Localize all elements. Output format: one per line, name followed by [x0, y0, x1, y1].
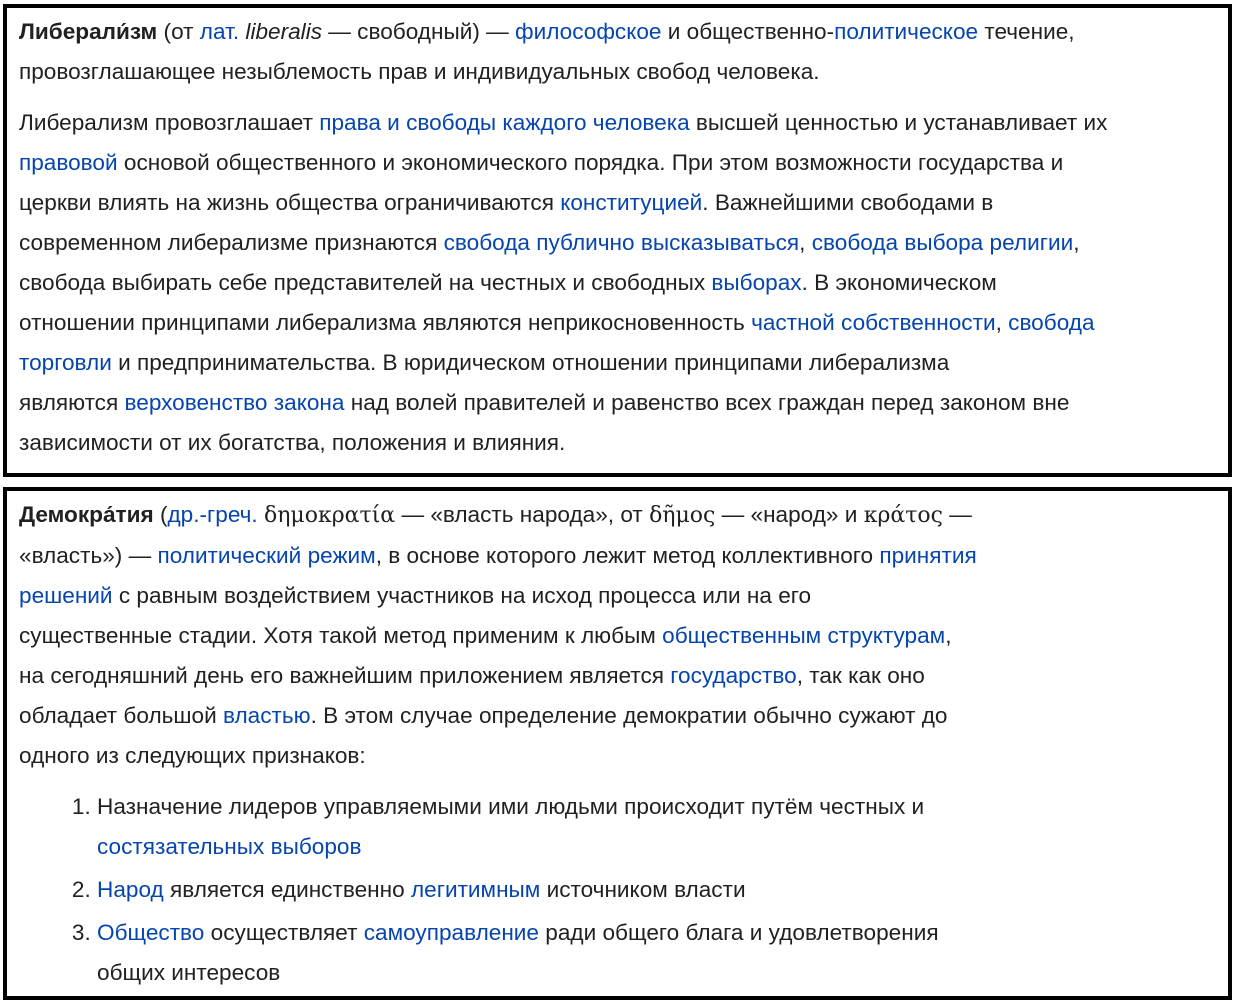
link-private-property[interactable]: частной собственности: [751, 310, 996, 335]
link-free-trade-cont[interactable]: торговли: [19, 350, 112, 375]
text: (от: [157, 19, 200, 44]
liberalism-body-paragraph: [19, 103, 1228, 463]
list-item: [97, 913, 1228, 993]
link-decision-making[interactable]: принятия: [879, 543, 977, 568]
text: ради общего блага и удовлетворения: [539, 920, 939, 945]
text: —: [942, 502, 972, 527]
greek-word: δημοκρατία: [264, 503, 396, 528]
link-constitution[interactable]: конституцией: [560, 190, 703, 215]
text: ,: [799, 230, 812, 255]
link-competitive-elections[interactable]: состязательных выборов: [97, 834, 362, 859]
text: свобода выбирать себе представителей на честных и свободных: [19, 270, 712, 295]
text: ,: [945, 623, 952, 648]
text: — «власть народа», от: [395, 502, 650, 527]
liberalism-panel: [3, 4, 1232, 477]
text: обладает большой: [19, 703, 223, 728]
link-ancient-greek[interactable]: др.-греч.: [167, 502, 258, 527]
text: отношении принципами либерализма являются неприкосновенность: [19, 310, 752, 335]
list-item: [97, 870, 1228, 910]
text: существенные стадии. Хотя такой метод применим к любым: [19, 623, 663, 648]
text: ,: [995, 310, 1009, 335]
text: «власть») —: [19, 543, 158, 568]
text: являются: [19, 390, 125, 415]
text: одного из следующих признаков:: [19, 743, 366, 768]
democracy-intro-paragraph: [19, 495, 1228, 776]
democracy-panel: [3, 487, 1232, 1000]
text: над волей правителей и равенство всех граждан перед законом вне: [344, 390, 1070, 415]
text: , так как оно: [796, 663, 925, 688]
link-philosophical[interactable]: философское: [515, 19, 662, 44]
liberalism-intro-paragraph: [19, 12, 1228, 92]
greek-demos: δῆμος: [649, 503, 716, 528]
text: и предпринимательства. В юридическом отношении принципами либерализма: [111, 350, 950, 375]
text: осуществляет: [204, 920, 364, 945]
text: является единственно: [163, 877, 411, 902]
text: . В экономическом: [801, 270, 997, 295]
text: основой общественного и экономического порядка. При этом возможности государства и: [117, 150, 1064, 175]
link-legal[interactable]: правовой: [19, 150, 118, 175]
link-rule-of-law[interactable]: верховенство закона: [124, 390, 345, 415]
democracy-criteria-list: [19, 787, 1228, 993]
text: . В этом случае определение демократии обычно сужают до: [310, 703, 948, 728]
text: — «народ» и: [715, 502, 864, 527]
term-liberalism: Либерали́зм: [19, 19, 158, 44]
text: провозглашающее незыблемость прав и индивидуальных свобод человека.: [19, 59, 820, 84]
link-social-structures[interactable]: общественным структурам: [662, 623, 946, 648]
text: общих интересов: [97, 960, 281, 985]
text: (: [153, 502, 168, 527]
text: с равным воздействием участников на исход процесса или на его: [112, 583, 812, 608]
link-elections[interactable]: выборах: [711, 270, 802, 295]
link-latin[interactable]: лат.: [199, 19, 240, 44]
text: зависимости от их богатства, положения и влияния.: [19, 430, 566, 455]
text: ,: [1073, 230, 1080, 255]
text: течение,: [978, 19, 1075, 44]
text: современном либерализме признаются: [19, 230, 444, 255]
link-freedom-of-religion[interactable]: свобода выбора религии: [811, 230, 1074, 255]
link-human-rights[interactable]: права и свободы каждого человека: [319, 110, 690, 135]
link-decision-making-cont[interactable]: решений: [19, 583, 113, 608]
text: Либерализм провозглашает: [19, 110, 320, 135]
text: на сегодняшний день его важнейшим приложением является: [19, 663, 671, 688]
link-power[interactable]: властью: [222, 703, 311, 728]
latin-word: liberalis: [245, 19, 323, 44]
link-state[interactable]: государство: [670, 663, 797, 688]
text: высшей ценностью и устанавливает их: [689, 110, 1108, 135]
term-democracy: Демокра́тия: [19, 502, 154, 527]
text: и общественно-: [661, 19, 835, 44]
text: источником власти: [540, 877, 746, 902]
link-self-government[interactable]: самоуправление: [363, 920, 539, 945]
link-political-regime[interactable]: политический режим: [157, 543, 376, 568]
text: церкви влиять на жизнь общества ограничиваются: [19, 190, 561, 215]
link-free-trade[interactable]: свобода: [1008, 310, 1095, 335]
link-people[interactable]: Народ: [97, 877, 164, 902]
list-item: [97, 787, 1228, 867]
text: — свободный) —: [322, 19, 515, 44]
text: , в основе которого лежит метод коллективного: [375, 543, 880, 568]
greek-kratos: κράτος: [863, 503, 943, 528]
link-political[interactable]: политическое: [834, 19, 979, 44]
link-freedom-of-speech[interactable]: свобода публично высказываться: [443, 230, 800, 255]
link-society[interactable]: Общество: [97, 920, 205, 945]
link-legitimacy[interactable]: легитимным: [410, 877, 541, 902]
text: Назначение лидеров управляемыми ими людьми происходит путём честных и: [97, 794, 925, 819]
text: . Важнейшими свободами в: [702, 190, 994, 215]
